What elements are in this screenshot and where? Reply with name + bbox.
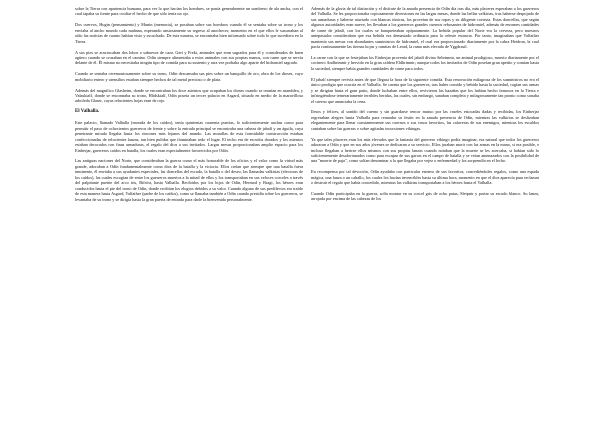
left-column [75, 6, 303, 207]
paragraph: Cuando se sentaba ceremoniosamente sobre su trono, Odín descansaba sus pies sobre un banquillo de oro, obra de los dioses, cuyo mobiliario entero y utensilios estaban siempre hechos de tal metal precioso o de plata. [75, 71, 303, 82]
paragraph: El jabalí siempre revivía antes de que llegara la hora de la siguiente comida. Esta renovación milagrosa de los suministros no era el único prodigio que ocurría en el Valhalla. Se cuenta que los guerreros, tras haber comido y bebido hasta la saciedad, cogían sus armas y se dirigían hasta el gran patio, donde luchaban entre ellos, revivieron las hazañas que los habían hecho famosos en la Tierra e infringiéndose temerariamente terribles heridas, las cuales, sin embargo, sanaban completa y milagrosamente tan pronto como sonaba el cuerno que anunciaba la cena. [311, 76, 539, 104]
paragraph: A sus pies se acurrucaban dos lobos o sabuesos de caza. Geri y Freki, animales que eran sagrados para él y considerados de buen agüero cuando se cruzaban en el camino. Odín siempre alimentaba a estos animales con sus propias manos, con carne que se servía delante de él. Él mismo no necesitaba ningún tipo de comida para su sustento y rara vez probaba algo aparte del hidromiel sagrado. [75, 49, 303, 66]
right-column [311, 6, 539, 207]
paragraph: Las antiguas naciones del Norte, que consideraban la guerra como el más honorable de los oficios y el valor como la virtud más grande, adoraban a Odín fundamentalmente como dios de la batalla y la victoria. Ellos creían que siempre que una batalla fuera inminente, él enviaba a sus ayudantes especiales, las doncellas del escudo, la batalla o del deseo, las llamadas valkirias (electoras de los caídos), las cuales escogían de entre los guerreros muertos a la mitad de ellos y los transportaban en sus veloces corceles a través del palpitante puente del arco iris, Bifröst, hasta Valhalla. Recibidos por los hijos de Odín, Hermod y Bragi, los héroes eran conducidos hasta el pie del trono de Odín, donde recibían los elogios debidos a su valor. Cuando alguno de sus predilectos era traído de esta manera hasta Asgard, Valfather (padre de los caídos), como se llamaba también a Odín cuando presidía sobre los guerreros, se levantaba de su trono y se dirigía hasta la gran puerta de entrada para darle la bienvenida personalmente. [75, 158, 303, 202]
paragraph: Dos cuervos, Hugin (pensamiento) y Munin (memoria), se posaban sobre sus hombros cuando él se sentaba sobre su trono y los enviaba al ancho mundo cada mañana, esperando ansiosamente su regreso al anochecer, momento en el que ellos le susurraban al oído las noticias de cuanto habían visto y escuchado. De esta manera, se encontraba bien informado sobre todo lo que sucediera en la Tierra. [75, 22, 303, 44]
paragraph: Además de la gloria de tal distinción y el disfrute de la amada presencia de Odín día tras día, más placeres esperaban a los guerreros del Valhalla. Se les proporcionaba copiosamente diversiones en las largas mesas, donde las bellas valkirias, tras haberse despojado de sus armaduras y haberse ataviado con blancas túnicas, los proveían de sus ropas y su diligente cortesía. Estas doncellas, que según algunos autoridades eran nueve, les llevaban a los guerreros grandes cuernos rebosantes de hidromiel, además de enormes cantidades de carne de jabalí, con los cuales se banqueteaban opíparamente. La bebida popular del Norte era la cerveza, pero nuestros antepasados consideraban que esa bebida era demasiado ordinaria para la celeste estancia. Por tanto, imaginaban que Valfather mantenía sus mesas con abundantes suministros de hidromiel, el cual era proporcionado diariamente por la cabra Heidrun, la cual pacía continuamente las tiernas hojas y ramitas de Lerad, la rama más elevada de Yggdrasil. [311, 6, 539, 50]
paragraph: Ilesos y felices, al sonido del cuerno y sin guardarse rencor mutuo por las crueles estocadas dadas y recibidas, los Einherjar regresaban alegres hasta Valhalla para reanudar su festín en la amada presencia de Odín, mientras las valkirias se deslizaban elegantemente para llenar constantemente sus cuernos o sus vasos favoritos, las calaveras de sus enemigos, mientras los escaldos cantaban sobre las guerras o sobre agitadas incursiones vikingas. [311, 109, 539, 131]
paragraph: Cuando Odín participaba en la guerra, solía montar en su corcel gris de ocho patas, Sleipnir y portar su escudo blanco. Su lanza, arrojada por encima de las cabezas de los [311, 191, 539, 202]
paragraph: Ya que tales placeres eran los más elevados que la fantasía del guerrero vikingo podía imaginar, era natural que todos los guerreros adoraran a Odín y que en sus años jóvenes se dedicaran a su servicio. Ellos juraban morir con las armas en la mano, si era posible, e incluso llegaban a herirse ellos mismos con sus propias lanzas cuando notaban que la muerte se les acercaba, si habían sido lo suficientemente desafortunados como para escapar de sus garras en el campo de batalla y se veían amenazados con la posibilidad de una "muerte de paja", como solían denominar a la que llegaba por vejez o enfermedad y los sorprendía en el lecho. [311, 136, 539, 164]
paragraph: La carne con la que se festejaban los Einherjar provenía del jabalí divino Sehrimnir, un animal prodigioso, muerto diariamente por el cocinero Andhrimnir y hervido en la gran caldera Eldhrimnir; aunque todos los invitados de Odín poseían gran apetito y comían hasta la saciedad, siempre había grandes cantidades de carne para todos. [311, 55, 539, 71]
paragraph: Además del magnífico Glasheim, donde se encontraban los doce asientos que ocupaban los dioses cuando se reunían en asamblea, y Valaskialf, donde se encontraba su trono, Hlidskialf, Odín poseía un tercer palacio en Asgard, situado en medio de la maravillosa arboleda Glaser, cuyas relucientes hojas eran de rojo. [75, 87, 303, 104]
paragraph: En recompensa por tal devoción, Odín ayudaba con particular esmero de sus favoritos, concediéndoles regalos, como una espada mágica, una lanza o un caballo, los cuales los hacían invencibles hasta su última hora, momento en que el dios aparecía para reclamar o destruir el regalo que había concedido, mientras las valkirias transportaban a los héroes hasta el Valhalla. [311, 169, 539, 186]
paragraph: sobre la Tierra con apariencia humana, para ver lo que hacían los hombres, se ponía generalmente un sombrero de ala ancha, con el cual tapaba su frente para ocultar el hecho de que sólo tenía un ojo. [75, 6, 303, 17]
section-heading: El Valhalla. [75, 109, 100, 115]
paragraph: Este palacio, llamado Valhalla (morada de los caídos), tenía quinientas cuarenta puertas, lo suficientemente anchas como para permitir el paso de ochocientos guerreros de frente y sobre la entrada principal se encontraba una cabeza de jabalí y un águila, cuya penetrante mirada llegaba hasta los rincones más lejanos del mundo. Las murallas de esta formidable construcción estaban confeccionadas de relucientes lanzas, tan bien pulidas que iluminaban todo el lugar. El techo era de escudos dorados y los asientos estaban decorados con finas armaduras, el regalo del dios a sus invitados. Largas mesas proporcionaban amplio espacio para los Einherjar, guerreros caídos en batalla, los cuales eran especialmente favorecidos por Odín. [75, 120, 303, 153]
